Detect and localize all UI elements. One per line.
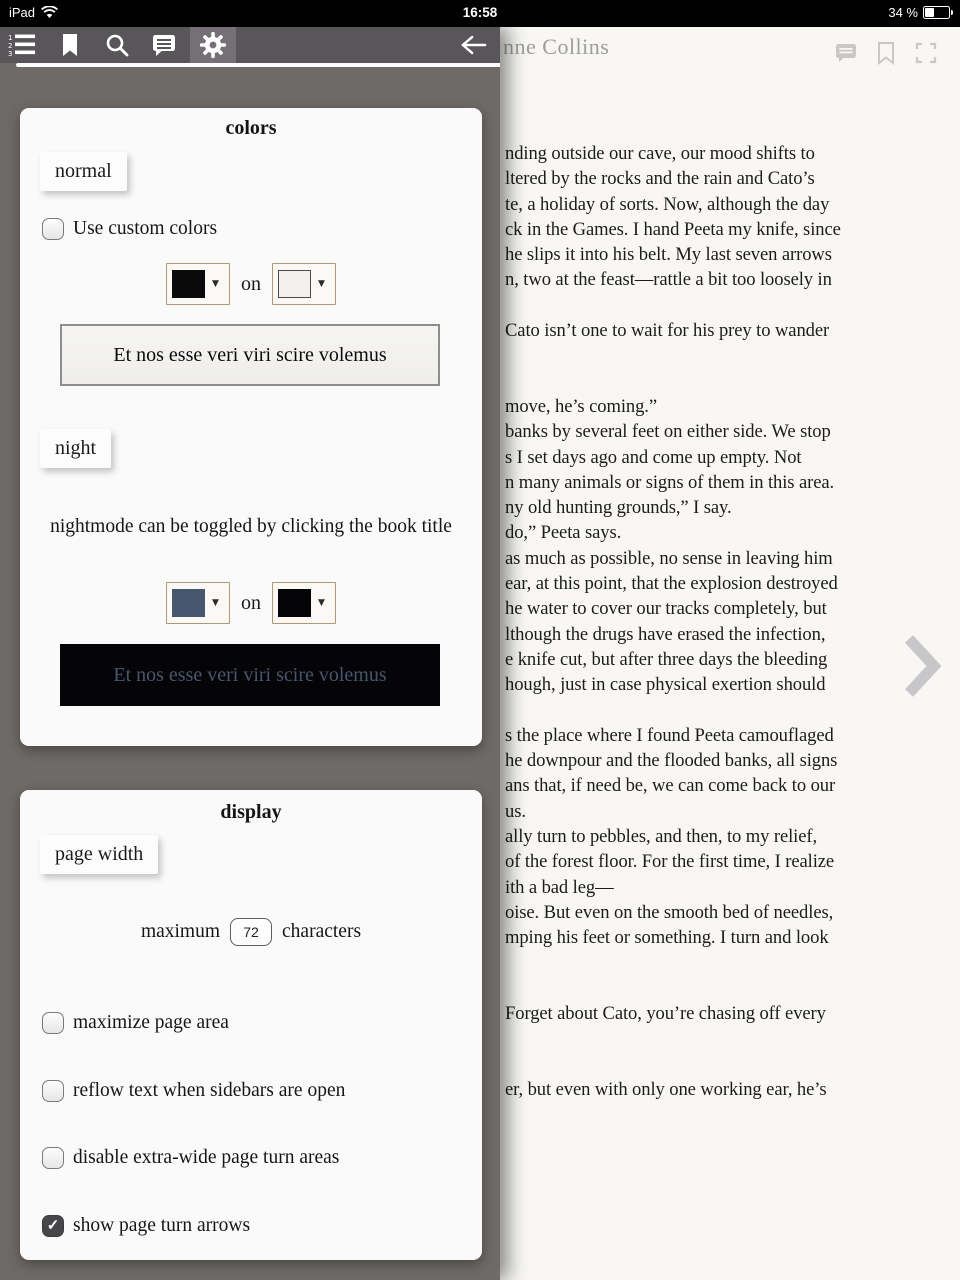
svg-text:3: 3 [8, 50, 13, 58]
maximize-page-area-label: maximize page area [73, 1012, 229, 1033]
dropdown-caret-icon: ▼ [212, 598, 219, 608]
normal-background-color-dropdown[interactable] [272, 263, 336, 305]
reflow-text-checkbox[interactable] [42, 1080, 64, 1102]
characters-label: characters [282, 921, 362, 942]
dropdown-caret-icon: ▼ [212, 279, 219, 289]
battery-percent: 34 % [888, 5, 918, 20]
on-label: on [241, 272, 261, 295]
battery-icon [923, 6, 950, 19]
bookmark-icon[interactable] [56, 31, 84, 59]
device-label: iPad [9, 5, 36, 20]
contents-icon[interactable] [8, 31, 36, 59]
display-card-title: display [220, 801, 282, 823]
clock: 16:58 [462, 5, 498, 20]
svg-text:2: 2 [8, 42, 13, 50]
normal-background-color-swatch [278, 270, 311, 298]
settings-icon[interactable] [199, 31, 227, 59]
colors-card [20, 108, 482, 746]
maximum-label: maximum [140, 921, 221, 942]
display-card [20, 790, 482, 1260]
dropdown-caret-icon: ▼ [318, 279, 325, 289]
use-custom-colors-checkbox[interactable] [42, 218, 64, 240]
use-custom-colors-label: Use custom colors [73, 218, 218, 239]
night-background-color-swatch [278, 589, 311, 617]
disable-wide-turn-areas-label: disable extra-wide page turn areas [73, 1147, 340, 1168]
night-text-color-swatch [172, 589, 205, 617]
disable-wide-turn-areas-checkbox[interactable] [42, 1147, 64, 1169]
normal-tab[interactable]: normal [40, 152, 127, 191]
svg-text:1: 1 [8, 34, 13, 42]
show-page-turn-arrows-checkbox[interactable] [42, 1215, 64, 1237]
normal-text-color-swatch [172, 270, 205, 298]
maximize-page-area-checkbox[interactable] [42, 1012, 64, 1034]
bookmark-icon[interactable] [875, 41, 897, 65]
show-page-turn-arrows-label: show page turn arrows [73, 1215, 251, 1236]
normal-text-color-dropdown[interactable] [166, 263, 230, 305]
on-label: on [241, 591, 261, 614]
max-characters-input[interactable] [230, 918, 272, 946]
night-text-color-dropdown[interactable] [166, 582, 230, 624]
colors-card-title: colors [225, 117, 277, 139]
annotations-icon[interactable] [150, 31, 178, 59]
annotations-icon[interactable] [834, 41, 858, 65]
book-page [500, 27, 960, 1280]
book-text: nding outside our cave, our mood shifts to ltered by the rocks and the rain and Cato’s te, a holiday of sorts. Now, although the day ck in the Games. I hand Peeta my knife, since he slips it into his belt. My last seven arrows n, two at the feast—rattle a bit too loosely in Cato isn’t one to wait for his prey to wander move, he’s coming.” banks by several feet on either side. We stop s I set days ago and come up empty. Not n many animals or signs of them in this area. ny old hunting grounds,” I say. do,” Peeta says. as much as possible, no sense in leaving him ear, at this point, that the explosion destroyed he water to cover our tracks completely, but lthough the drugs have erased the infection, e knife cut, but after three days the bleeding hough, just in case physical exertion should s the place where I found Peeta camouflaged he downpour and the flooded banks, all signs ans that, if need be, we can come back to our us. ally turn to pebbles, and then, to my relief, of the forest floor. For the first time, I realize ith a bad leg— oise. But even on the smooth bed of needles, mping his feet or something. I turn and look Forget about Cato, you’re chasing off every er, but even with only one working ear, he’s [505, 143, 841, 1100]
panel-divider [16, 63, 500, 67]
nightmode-hint: nightmode can be toggled by clicking the book title [50, 516, 452, 537]
dropdown-caret-icon: ▼ [318, 598, 325, 608]
page-width-tab[interactable]: page width [40, 835, 158, 874]
search-icon[interactable] [103, 31, 131, 59]
fullscreen-icon[interactable] [914, 41, 938, 65]
reader-toolbar [0, 27, 500, 63]
night-tab[interactable]: night [40, 429, 111, 468]
back-arrow-icon[interactable] [460, 31, 488, 59]
status-bar [0, 0, 960, 27]
night-background-color-dropdown[interactable] [272, 582, 336, 624]
book-title[interactable]: nne Collins [503, 34, 610, 59]
normal-preview: Et nos esse veri viri scire volemus [60, 324, 440, 386]
chevron-right-icon[interactable] [902, 635, 942, 697]
reflow-text-label: reflow text when sidebars are open [73, 1080, 346, 1101]
night-preview: Et nos esse veri viri scire volemus [60, 644, 440, 706]
